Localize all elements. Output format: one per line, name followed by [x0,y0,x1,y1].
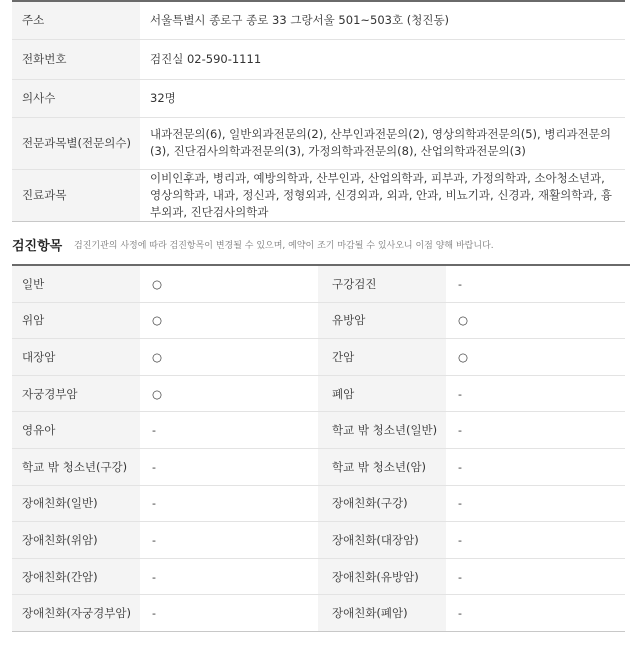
checkup-item-label [12,595,140,632]
checkup-item-name: 학교 밖 청소년(일반) [332,423,438,438]
checkup-item-name: 장애친화(자궁경부암) [22,606,131,621]
checkup-item-status [446,558,625,595]
checkup-item-label [318,412,446,449]
checkup-item-status [446,522,625,559]
available-mark-icon: ○ [152,386,163,401]
checkup-row [12,595,625,632]
checkup-item-name: 장애친화(구강) [332,496,408,511]
checkup-row [12,485,625,522]
checkup-item-status [446,339,625,376]
checkup-item-name: 유방암 [332,313,366,328]
unavailable-mark-icon: - [458,424,462,438]
checkup-item-label [318,448,446,485]
info-row-specialty [12,117,625,169]
checkup-item-status [446,302,625,339]
available-mark-icon: ○ [458,313,469,328]
phone-label: 전화번호 [12,39,140,79]
hospital-info-table [12,0,625,222]
checkup-item-label [12,339,140,376]
unavailable-mark-icon: - [152,460,156,474]
checkup-item-status [140,595,318,632]
unavailable-mark-icon: - [152,424,156,438]
unavailable-mark-icon: - [152,607,156,621]
checkup-item-label [12,448,140,485]
checkup-item-name: 위암 [22,313,45,328]
specialty-value: 내과전문의(6), 일반외과전문의(2), 산부인과전문의(2), 영상의학과전문의(5), 병리과전문의(3), 진단검사의학과전문의(3), 가정의학과전문의(8), 산업의학과전문의(3) [150,127,611,158]
checkup-item-label [12,522,140,559]
unavailable-mark-icon: - [152,533,156,547]
checkup-item-name: 학교 밖 청소년(구강) [22,459,128,474]
departments-label: 진료과목 [12,169,140,221]
checkup-row [12,412,625,449]
info-row-phone [12,39,625,79]
unavailable-mark-icon: - [152,570,156,584]
address-label: 주소 [12,1,140,39]
checkup-item-name: 장애친화(간암) [22,569,98,584]
checkup-item-name: 장애친화(일반) [22,496,98,511]
checkup-item-status [446,485,625,522]
checkup-notice: 검진기관의 사정에 따라 검진항목이 변경될 수 있으며, 예약이 조기 마감될 수 있사오니 이점 양해 바랍니다. [74,240,494,251]
checkup-item-status [140,485,318,522]
checkup-item-status [446,595,625,632]
checkup-item-label [318,339,446,376]
address-value: 서울특별시 종로구 종로 33 그랑서울 501~503호 (청진동) [150,12,450,27]
info-row-departments [12,169,625,221]
checkup-item-label [318,595,446,632]
checkup-item-name: 간암 [332,349,355,364]
checkup-row [12,522,625,559]
checkup-item-label [12,266,140,303]
checkup-row [12,302,625,339]
unavailable-mark-icon: - [458,497,462,511]
unavailable-mark-icon: - [458,460,462,474]
checkup-row [12,558,625,595]
checkup-item-name: 장애친화(유방암) [332,569,419,584]
checkup-item-name: 일반 [22,276,45,291]
checkup-item-label [318,302,446,339]
checkup-item-status [446,266,625,303]
checkup-item-label [318,375,446,412]
checkup-item-status [140,448,318,485]
checkup-item-status [140,302,318,339]
available-mark-icon: ○ [152,276,163,291]
checkup-row [12,266,625,303]
checkup-row [12,375,625,412]
unavailable-mark-icon: - [458,387,462,401]
doctors-value: 32명 [150,90,176,105]
available-mark-icon: ○ [152,313,163,328]
departments-value: 이비인후과, 병리과, 예방의학과, 산부인과, 산업의학과, 피부과, 가정의학과, 소아청소년과, 영상의학과, 내과, 정신과, 정형외과, 신경외과, 외과, 안과, 비뇨기과, 신경과, 재활의학과, 흉부외과, 진단검사의학과 [150,170,612,219]
phone-value: 검진실 02-590-1111 [150,51,262,66]
unavailable-mark-icon: - [458,570,462,584]
checkup-section-title: 검진항목 [12,238,63,254]
checkup-item-name: 영유아 [22,423,56,438]
checkup-item-name: 장애친화(폐암) [332,606,408,621]
checkup-item-label [318,522,446,559]
checkup-section-header [12,222,630,266]
checkup-item-name: 구강검진 [332,276,377,291]
info-row-address [12,1,625,39]
checkup-item-label [318,266,446,303]
checkup-item-label [12,485,140,522]
checkup-item-label [318,485,446,522]
unavailable-mark-icon: - [458,277,462,291]
checkup-item-label [12,375,140,412]
checkup-item-status [446,448,625,485]
info-row-doctors [12,79,625,117]
checkup-item-label [318,558,446,595]
checkup-item-status [140,375,318,412]
checkup-item-status [446,375,625,412]
available-mark-icon: ○ [458,349,469,364]
unavailable-mark-icon: - [152,497,156,511]
checkup-item-label [12,558,140,595]
checkup-items-table [12,266,625,632]
checkup-item-name: 자궁경부암 [22,386,78,401]
checkup-item-status [140,558,318,595]
checkup-item-name: 폐암 [332,386,355,401]
specialty-label: 전문과목별(전문의수) [12,117,140,169]
checkup-item-name: 장애친화(위암) [22,532,98,547]
checkup-row [12,339,625,376]
checkup-item-name: 장애친화(대장암) [332,532,419,547]
doctors-label: 의사수 [12,79,140,117]
checkup-item-label [12,412,140,449]
unavailable-mark-icon: - [458,607,462,621]
checkup-item-status [140,412,318,449]
available-mark-icon: ○ [152,349,163,364]
checkup-item-status [140,266,318,303]
unavailable-mark-icon: - [458,533,462,547]
checkup-item-name: 대장암 [22,349,56,364]
checkup-item-status [446,412,625,449]
checkup-item-name: 학교 밖 청소년(암) [332,459,427,474]
checkup-item-label [12,302,140,339]
checkup-item-status [140,339,318,376]
checkup-row [12,448,625,485]
checkup-item-status [140,522,318,559]
